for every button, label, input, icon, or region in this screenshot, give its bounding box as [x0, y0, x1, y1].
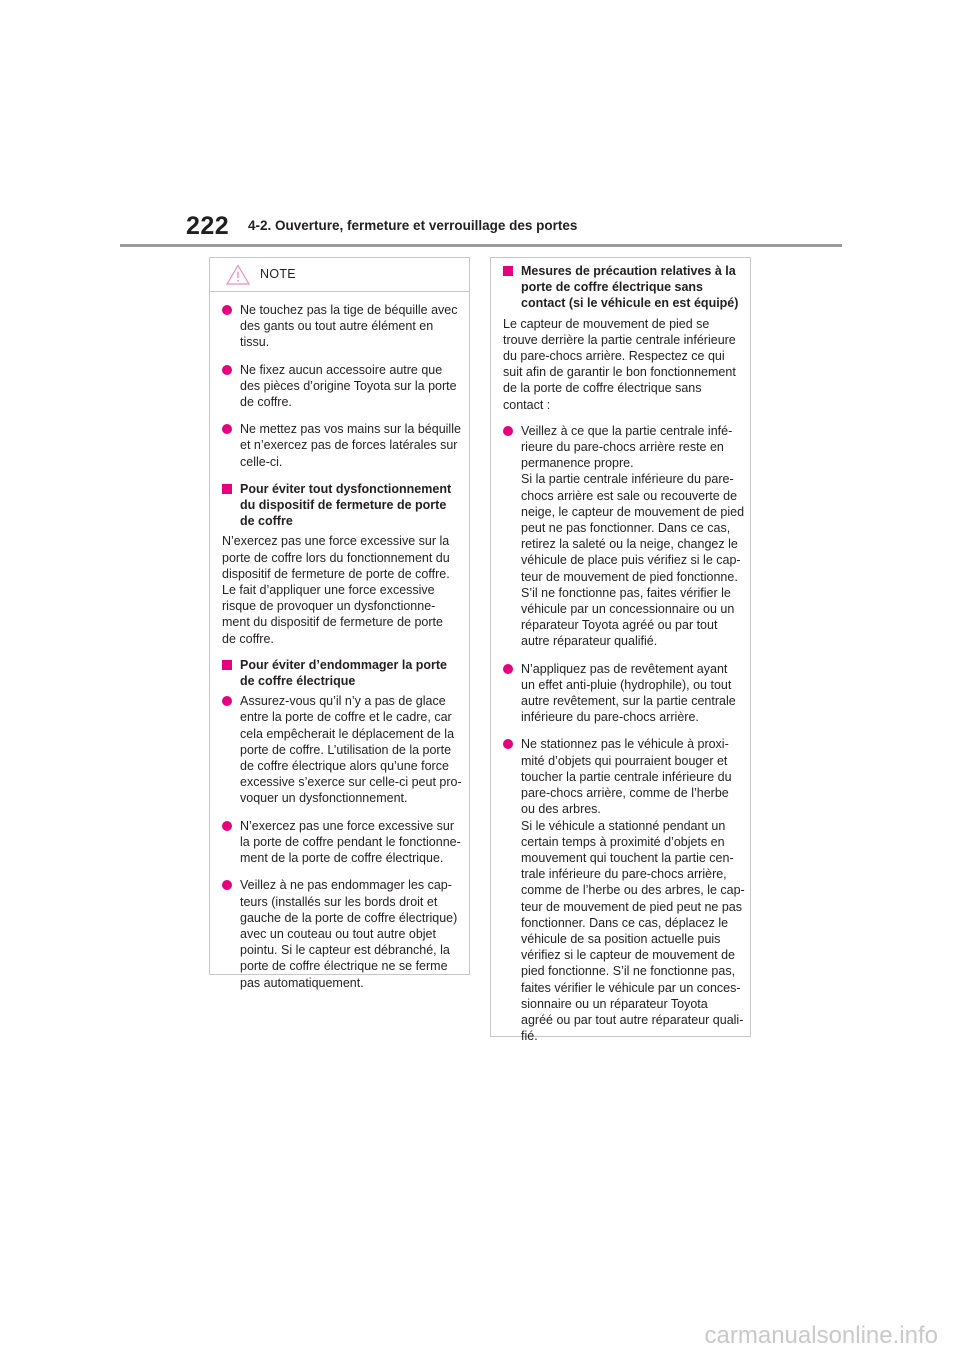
- precaution-box: [490, 257, 751, 1044]
- text-line: neige, le capteur de mouvement de pied: [521, 504, 745, 519]
- subheading: [222, 481, 457, 530]
- text-line: autre réparateur qualifié.: [521, 634, 658, 649]
- warning-triangle-icon: [226, 264, 250, 285]
- text-line: Mesures de précaution relatives à la: [521, 264, 736, 278]
- text-line: de coffre.: [240, 395, 292, 410]
- text-line: pas automatiquement.: [240, 975, 364, 990]
- text-line: du dispositif de fermeture de porte: [240, 498, 447, 513]
- text-line: entre la porte de coffre et le cadre, car: [240, 710, 452, 725]
- text-line: pied fonctionne. S’il ne fonctionne pas,: [521, 964, 736, 979]
- note-bullet: [222, 302, 457, 351]
- text-line: de coffre.: [222, 631, 274, 646]
- text-line: N’appliquez pas de revêtement ayant: [521, 661, 728, 676]
- text-line: la porte de coffre pendant le fonctionne-: [240, 834, 461, 849]
- text-line: comme de l’herbe ou des arbres, le cap-: [521, 883, 745, 898]
- text-line: porte de coffre électrique sans: [521, 280, 704, 295]
- text-line: autre revêtement, sur la partie centrale: [521, 694, 736, 709]
- note-bullet: [222, 818, 461, 867]
- paragraph: [222, 533, 457, 646]
- text-line: véhicule de place puis vérifiez si le cap-: [521, 553, 741, 568]
- text-line: fonctionner. Dans ce cas, déplacez le: [521, 915, 729, 930]
- text-line: voquer un dysfonctionnement.: [240, 791, 408, 806]
- page-number: 222: [186, 212, 230, 240]
- text-line: Le fait d’appliquer une force excessive: [222, 583, 435, 598]
- text-line: excessive s’exerce sur celle-ci peut pro-: [240, 775, 462, 790]
- pink-square-bullet-icon: [222, 484, 232, 494]
- paragraph: [503, 316, 738, 413]
- pink-dot-bullet-icon: [503, 739, 513, 749]
- text-line: pare-chocs arrière, comme de l’herbe: [521, 786, 729, 801]
- text-line: Assurez-vous qu’il n’y a pas de glace: [240, 694, 446, 709]
- subheading: [503, 263, 738, 312]
- header-rule: [120, 244, 842, 247]
- pink-dot-bullet-icon: [503, 664, 513, 674]
- text-line: faites vérifier le véhicule par un conces-: [521, 980, 741, 995]
- pink-dot-bullet-icon: [503, 426, 513, 436]
- precaution-bullet: [503, 661, 738, 726]
- text-line: trouve derrière la partie centrale inférieure: [503, 332, 736, 347]
- text-line: porte de coffre lors du fonctionnement du: [222, 550, 450, 565]
- text-line: Si le véhicule a stationné pendant un: [521, 818, 726, 833]
- text-line: risque de provoquer un dysfonctionne-: [222, 599, 436, 614]
- text-line: Pour éviter tout dysfonctionnement: [240, 481, 452, 496]
- text-line: Ne touchez pas la tige de béquille avec: [240, 303, 458, 317]
- note-bullet: [222, 421, 461, 470]
- precaution-bullet: [503, 736, 745, 1044]
- text-line: dispositif de fermeture de porte de coffre.: [222, 566, 450, 581]
- text-line: teur de mouvement de pied fonctionne.: [521, 569, 738, 584]
- text-line: inférieure du pare-chocs arrière.: [521, 710, 699, 725]
- text-line: Le capteur de mouvement de pied se: [503, 316, 710, 331]
- text-line: certain temps à proximité d’objets en: [521, 834, 725, 849]
- pink-dot-bullet-icon: [222, 821, 232, 831]
- text-line: N’exercez pas une force excessive sur la: [222, 534, 450, 549]
- text-line: et n’exercez pas de forces latérales sur: [240, 438, 458, 453]
- text-line: mouvement qui touchent la partie cen-: [521, 850, 734, 865]
- text-line: réparateur Toyota agréé ou par tout: [521, 618, 718, 633]
- text-line: ment de la porte de coffre électrique.: [240, 851, 444, 866]
- text-line: vérifiez si le capteur de mouvement de: [521, 948, 735, 963]
- text-line: cela empêcherait le déplacement de la: [240, 726, 455, 741]
- text-line: ou des arbres.: [521, 802, 601, 817]
- text-line: gauche de la porte de coffre électrique): [240, 910, 458, 925]
- text-line: agréé ou par tout autre réparateur quali-: [521, 1012, 744, 1027]
- pink-square-bullet-icon: [503, 266, 513, 276]
- note-bullet: [222, 877, 457, 990]
- text-line: Pour éviter d’endommager la porte: [240, 657, 447, 672]
- text-line: Veillez à ne pas endommager les cap-: [240, 878, 452, 893]
- text-line: Ne fixez aucun accessoire autre que: [240, 362, 443, 377]
- subheading: [222, 657, 457, 689]
- pink-dot-bullet-icon: [222, 424, 232, 434]
- text-line: Ne stationnez pas le véhicule à proxi-: [521, 737, 729, 752]
- note-label: NOTE: [260, 267, 296, 281]
- precaution-bullet: [503, 423, 745, 650]
- text-line: un effet anti-pluie (hydrophile), ou tout: [521, 677, 732, 692]
- pink-square-bullet-icon: [222, 660, 232, 670]
- pink-dot-bullet-icon: [222, 880, 232, 890]
- text-line: permanence propre.: [521, 456, 634, 471]
- pink-dot-bullet-icon: [222, 365, 232, 375]
- text-line: rieure du pare-chocs arrière reste en: [521, 440, 724, 455]
- text-line: véhicule de sa position actuelle puis: [521, 931, 721, 946]
- text-line: de coffre: [240, 514, 293, 529]
- note-bullet: [222, 693, 462, 806]
- text-line: ment du dispositif de fermeture de porte: [222, 615, 443, 630]
- text-line: Ne mettez pas vos mains sur la béquille: [240, 422, 461, 437]
- text-line: celle-ci.: [240, 454, 283, 469]
- text-line: contact :: [503, 397, 551, 412]
- text-line: suit afin de garantir le bon fonctionnement: [503, 365, 736, 380]
- text-line: véhicule par un concessionnaire ou un: [521, 602, 735, 617]
- text-line: teur de mouvement de pied peut ne pas: [521, 899, 742, 914]
- text-line: du pare-chocs arrière. Respectez ce qui: [503, 349, 725, 364]
- text-line: tissu.: [240, 335, 270, 350]
- section-title: 4-2. Ouverture, fermeture et verrouillage des portes: [248, 218, 578, 233]
- text-line: de la porte de coffre électrique sans: [503, 381, 702, 396]
- text-line: trale inférieure du pare-chocs arrière,: [521, 867, 727, 882]
- note-box: [209, 257, 470, 990]
- text-line: des gants ou tout autre élément en: [240, 319, 434, 334]
- text-line: pointu. Si le capteur est débranché, la: [240, 943, 450, 958]
- note-bullet: [222, 362, 457, 411]
- text-line: de coffre électrique: [240, 674, 356, 689]
- text-line: chocs arrière est sale ou recouverte de: [521, 488, 738, 503]
- text-line: porte de coffre électrique ne se ferme: [240, 959, 448, 974]
- text-line: contact (si le véhicule en est équipé): [521, 296, 739, 311]
- text-line: Si la partie centrale inférieure du pare-: [521, 472, 734, 487]
- text-line: avec un couteau ou tout autre objet: [240, 926, 436, 941]
- text-line: porte de coffre. L’utilisation de la porte: [240, 742, 452, 757]
- text-line: N’exercez pas une force excessive sur: [240, 818, 454, 833]
- text-line: fié.: [521, 1029, 538, 1044]
- pink-dot-bullet-icon: [222, 696, 232, 706]
- text-line: sionnaire ou un réparateur Toyota: [521, 996, 708, 1011]
- watermark: carmanualsonline.info: [704, 1322, 938, 1349]
- text-line: retirez la saleté ou la neige, changez le: [521, 537, 738, 552]
- text-line: teurs (installés sur les bords droit et: [240, 894, 438, 909]
- note-header: [210, 258, 469, 292]
- text-line: peut ne pas fonctionner. Dans ce cas,: [521, 521, 731, 536]
- text-line: Veillez à ce que la partie centrale infé-: [521, 423, 733, 438]
- text-line: des pièces d’origine Toyota sur la porte: [240, 378, 457, 393]
- pink-dot-bullet-icon: [222, 305, 232, 315]
- text-line: de coffre électrique alors qu’une force: [240, 759, 449, 774]
- text-line: toucher la partie centrale inférieure du: [521, 769, 732, 784]
- text-line: S’il ne fonctionne pas, faites vérifier le: [521, 585, 731, 600]
- text-line: mité d’objets qui pourraient bouger et: [521, 753, 728, 768]
